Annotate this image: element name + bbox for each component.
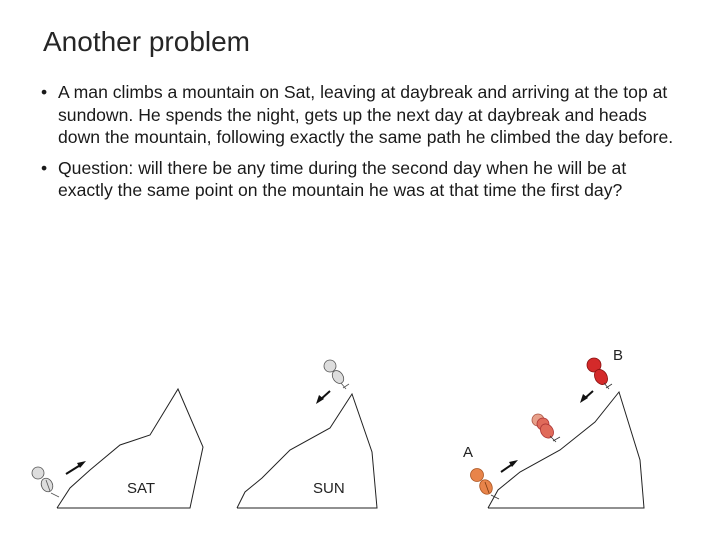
hiker-b [587, 358, 612, 389]
arrow-down-b-icon [580, 391, 593, 403]
bullet-text: A man climbs a mountain on Sat, leaving at daybreak and arriving at the top at sundown. He spends the night, gets up the next day at daybreak and heads down the mountain, following exactly the same path he climbed the day before. [58, 82, 674, 147]
mountain-sun-outline [237, 394, 377, 508]
hiker-sat [32, 467, 59, 497]
bullet-dot: • [41, 82, 48, 102]
label-b: B [613, 347, 624, 364]
label-sun: SUN [313, 480, 345, 497]
label-sat: SAT [127, 480, 156, 497]
slide-title: Another problem [43, 26, 251, 57]
arrow-up-a-icon [501, 460, 518, 472]
bullet-dot: • [41, 157, 48, 178]
arrow-up-sat-icon [66, 461, 86, 474]
label-a: A [463, 444, 474, 461]
hiker-a [471, 469, 500, 500]
bullet-text: Question: will there be any time during the second day when he will be at exactly the same point on the mountain he was at that time the first day? [58, 157, 627, 200]
mountain-combined-outline [488, 392, 644, 508]
hikers-meeting [532, 414, 560, 442]
arrow-down-sun-icon [316, 391, 330, 404]
hiker-sun [324, 360, 349, 389]
